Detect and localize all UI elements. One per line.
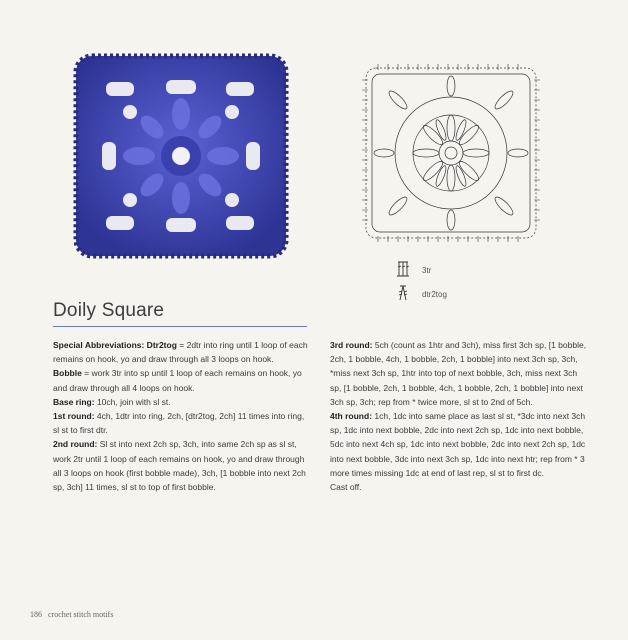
legend-label-3tr: 3tr bbox=[422, 266, 432, 275]
instruction-paragraph bbox=[330, 409, 588, 480]
instruction-text: = 2dtr into ring until 1 loop of each remains on hook, yo and draw through all 3 loops on hook. bbox=[53, 340, 308, 365]
instruction-text: 5ch (count as 1htr and 3ch), miss first 3ch sp, [1 bobble, 2ch, 1 bobble, 4ch, 1 bobble, 2ch, 1 bobble] into next 3ch sp, 3ch, *miss next 3ch sp, 1htr into top of next bobble, 3ch, miss next 3ch sp, [1 bobble, 2ch, 1 bobble, 4ch, 1 bobble, 2ch, 1 bobble] into next 3ch sp, 3ch; rep from * twice more, sl st to 2nd of 5ch. bbox=[330, 340, 587, 407]
instruction-text: = work 3tr into sp until 1 loop of each remains on hook, yo and draw through all 4 loops on hook. bbox=[53, 368, 302, 393]
instruction-text: Sl st into next 2ch sp, 3ch, into same 2ch sp as sl st, work 2tr until 1 loop of each remains on hook, yo and draw through all 3 loops on hook (first bobble made), 3ch, [1 bobble into next 2ch sp, 3ch] 11 times, sl st to top of first bobble. bbox=[53, 439, 306, 493]
instruction-label: 2nd round: bbox=[53, 439, 98, 450]
instruction-paragraph bbox=[53, 395, 311, 409]
title-underline bbox=[53, 326, 307, 327]
instruction-text: 1ch, 1dc into same place as last sl st, *3dc into next 3ch sp, 1dc into next bobble, 2dc into next 2ch sp, 1dc into next bobble, 5dc into next 4ch sp, 1dc into next bobble, 2dc into next 2ch sp, 1dc into next bobble, 3dc into next 3ch sp, 1dc into next htr; rep from * 3 more times missing 1dc at end of last rep, sl st to first dc. bbox=[330, 411, 586, 478]
instruction-paragraph bbox=[53, 338, 311, 366]
instruction-label: 3rd round: bbox=[330, 340, 373, 350]
instruction-label: 4th round: bbox=[330, 411, 373, 422]
instruction-label: Special Abbreviations: Dtr2tog bbox=[53, 340, 177, 350]
instruction-paragraph bbox=[53, 366, 311, 394]
crochet-square-photo bbox=[70, 52, 292, 262]
page-footer bbox=[30, 610, 113, 619]
instruction-label: Bobble bbox=[53, 368, 82, 379]
instruction-paragraph bbox=[330, 338, 588, 409]
instruction-label: 1st round: bbox=[53, 411, 95, 422]
treble-crochet-symbol-icon bbox=[396, 260, 410, 280]
page-number: 186 bbox=[30, 610, 42, 619]
page-title: Doily Square bbox=[53, 300, 165, 321]
instructions-right-column bbox=[330, 338, 588, 494]
instructions-left-column bbox=[53, 338, 311, 494]
instruction-paragraph bbox=[330, 480, 588, 494]
instruction-paragraph bbox=[53, 409, 311, 437]
instruction-text: 10ch, join with sl st. bbox=[94, 396, 171, 407]
crochet-chart-diagram bbox=[358, 60, 544, 246]
dtr2tog-symbol-icon bbox=[396, 284, 410, 304]
instruction-label: Base ring: bbox=[53, 396, 95, 407]
instruction-paragraph bbox=[53, 437, 311, 494]
section-name: crochet stitch motifs bbox=[48, 610, 114, 619]
instruction-text: 4ch, 1dtr into ring, 2ch, [dtr2tog, 2ch] 11 times into ring, sl st to first dtr. bbox=[53, 411, 305, 436]
legend-label-dtr2tog: dtr2tog bbox=[422, 290, 447, 299]
instruction-text: Cast off. bbox=[330, 482, 362, 493]
